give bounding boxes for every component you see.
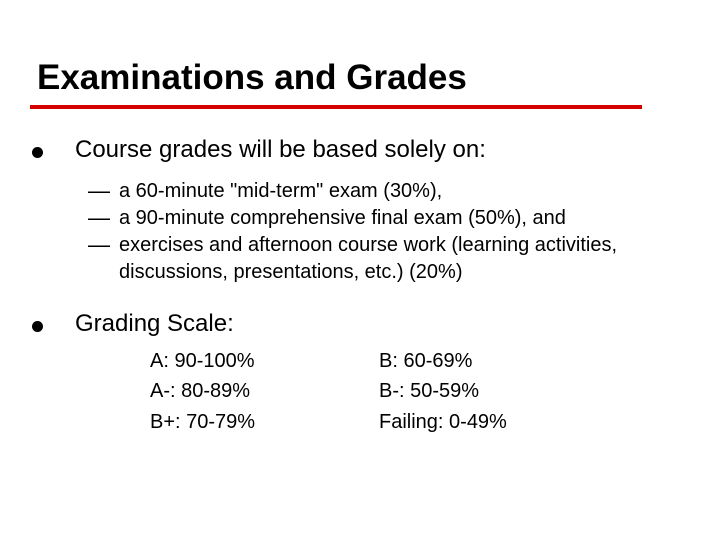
grade-range: A: 90-100%: [150, 350, 255, 372]
dash-icon: —: [88, 178, 110, 203]
list-item: [88, 205, 679, 232]
dash-icon: —: [88, 205, 110, 230]
bullet-dot-icon: [32, 147, 43, 158]
bullet-text: Grading Scale:: [75, 310, 234, 337]
bullet-dot-icon: [32, 321, 43, 332]
list-item: [88, 232, 679, 286]
list-item: [88, 178, 679, 205]
bullet-text: Course grades will be based solely on:: [75, 136, 486, 163]
dash-icon: —: [88, 232, 110, 257]
grade-components-list: [88, 178, 679, 286]
title-underline: [30, 105, 642, 109]
grading-scale-right-column: [379, 346, 507, 437]
list-item-text: a 60-minute "mid-term" exam (30%),: [119, 180, 443, 202]
grade-range: B: 60-69%: [379, 350, 473, 372]
grade-range: A-: 80-89%: [150, 380, 251, 403]
list-item-text: exercises and afternoon course work (learning activities, discussions, presentations, etc.) (20%): [119, 234, 618, 283]
list-item-text: a 90-minute comprehensive final exam (50%), and: [119, 207, 566, 229]
grade-range: B-: 50-59%: [379, 380, 480, 403]
grade-range: B+: 70-79%: [150, 410, 256, 433]
grading-scale-left-column: [150, 346, 255, 437]
slide-title: Examinations and Grades: [37, 58, 467, 97]
grade-range: Failing: 0-49%: [379, 410, 507, 433]
